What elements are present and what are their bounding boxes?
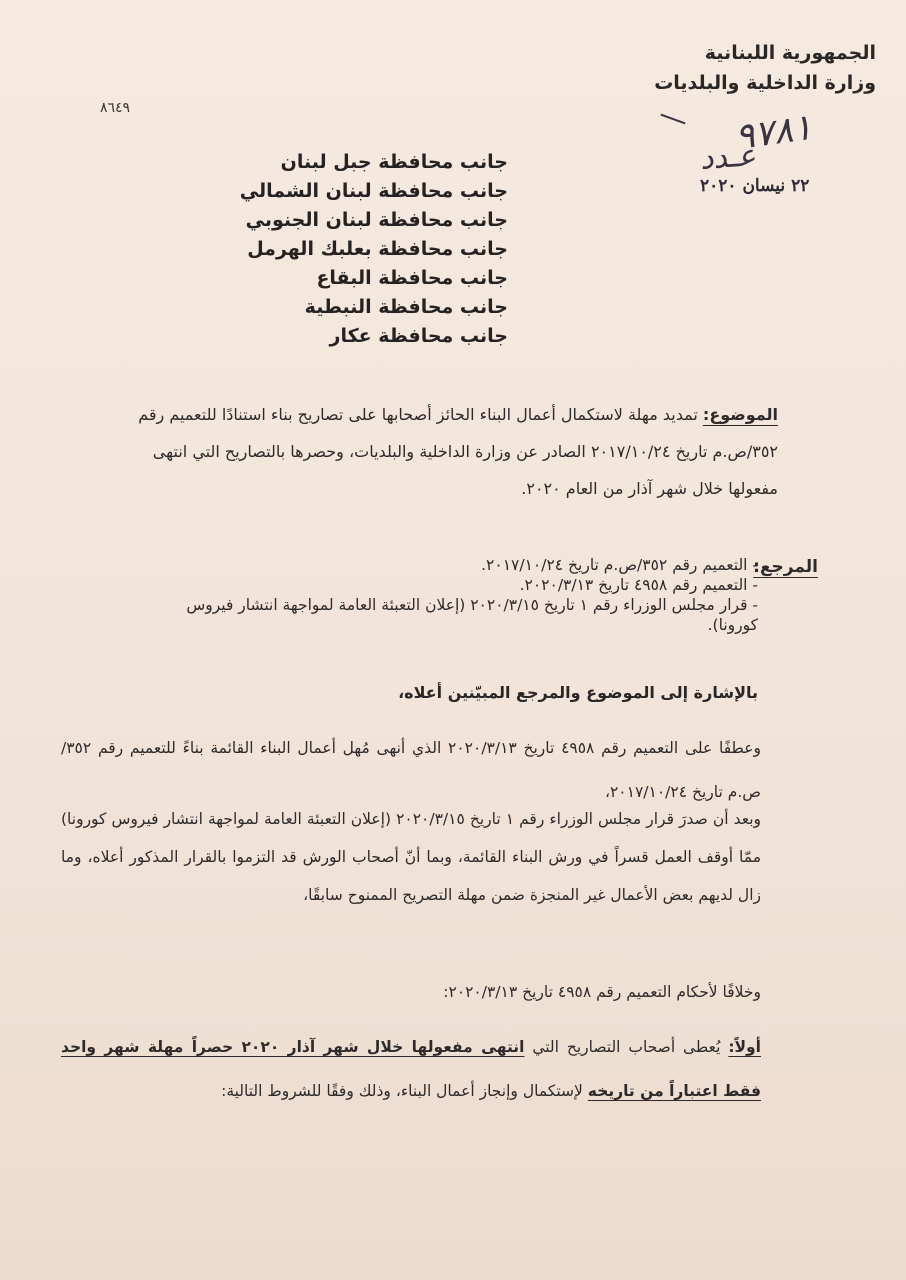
reference-label: المرجع:	[753, 557, 818, 577]
article-first-text: يُعطى أصحاب التصاريح التي	[532, 1038, 721, 1056]
reference-item: - قرار مجلس الوزراء رقم ١ تاريخ ٢٠٢٠/٣/١٥ (إعلان التعبئة العامة لمواجهة انتشار فيروس كورونا).	[186, 596, 758, 634]
paragraph-first: وعطفًا على التعميم رقم ٤٩٥٨ تاريخ ٢٠٢٠/٣/١٣ الذي أنهى مُهل أعمال البناء القائمة بناءً للتعميم رقم ٣٥٢/ص.م تاريخ ٢٠١٧/١٠/٢٤،	[61, 739, 761, 801]
recipient-line: جانب محافظة عكار	[329, 325, 508, 347]
reference-block	[148, 555, 818, 635]
reference-item: - التعميم رقم ٣٥٢/ص.م تاريخ ٢٠١٧/١٠/٢٤.	[481, 556, 758, 574]
article-first	[61, 1025, 761, 1113]
letterhead-country: الجمهورية اللبنانية	[704, 42, 876, 64]
paragraph-second: وبعد أن صدرَ قرار مجلس الوزراء رقم ١ تاريخ ٢٠٢٠/٣/١٥ (إعلان التعبئة العامة لمواجهة انتشار فيروس كورونا) ممّا أوقف العمل قسراً في ورش البناء القائمة، وبما أنّ أصحاب الورش قد التزموا بالقرار المذكور أعلاه، وما زال لديهم بعض الأعمال غير المنجزة ضمن مهلة التصريح الممنوح سابقًا،	[61, 810, 762, 904]
article-first-text-end: لإستكمال وإنجاز أعمال البناء، وذلك وفقًا للشروط التالية:	[221, 1082, 583, 1100]
subject-block	[118, 396, 778, 507]
reference-item: - التعميم رقم ٤٩٥٨ تاريخ ٢٠٢٠/٣/١٣.	[519, 576, 758, 594]
handwritten-word: عـدد	[698, 138, 757, 177]
recipient-line: جانب محافظة النبطية	[304, 296, 508, 318]
recipient-line: جانب محافظة جبل لبنان	[280, 151, 508, 173]
recipients-list	[178, 148, 508, 351]
recipient-line: جانب محافظة البقاع	[316, 267, 508, 289]
recipient-line: جانب محافظة بعلبك الهرمل	[247, 238, 508, 260]
subject-label: الموضوع:	[702, 405, 778, 424]
handwritten-date: ٢٢ نيسان ٢٠٢٠	[700, 176, 810, 196]
handwritten-stroke	[660, 114, 685, 125]
recipient-line: جانب محافظة لبنان الشمالي	[239, 180, 508, 202]
article-first-emphasis: انتهى مفعولها خلال شهر آذار ٢٠٢٠ حصراً مهلة شهر واحد فقط اعتباراً من تاريخه	[61, 1038, 761, 1100]
paragraph-third: وخلافًا لأحكام التعميم رقم ٤٩٥٨ تاريخ ٢٠٢٠/٣/١٣:	[443, 983, 761, 1001]
letterhead-ministry: وزارة الداخلية والبلديات	[654, 72, 876, 94]
letterhead	[654, 38, 876, 98]
subject-text: تمديد مهلة لاستكمال أعمال البناء الحائز أصحابها على تصاريح بناء استنادًا للتعميم رقم ٣٥٢/ص.م تاريخ ٢٠١٧/١٠/٢٤ الصادر عن وزارة الداخلية والبلديات، وحصرها بالتصاريح التي انتهى مفعولها خلال شهر آذار من العام ٢٠٢٠.	[138, 405, 778, 498]
intro-heading: بالإشارة إلى الموضوع والمرجع المبيّنين أعلاه،	[398, 683, 758, 702]
handwritten-number: ٩٧٨١	[732, 106, 815, 159]
article-first-label: أولاً:	[728, 1038, 762, 1056]
recipient-line: جانب محافظة لبنان الجنوبي	[245, 209, 508, 231]
reference-number: ٨٦٤٩	[100, 100, 131, 116]
